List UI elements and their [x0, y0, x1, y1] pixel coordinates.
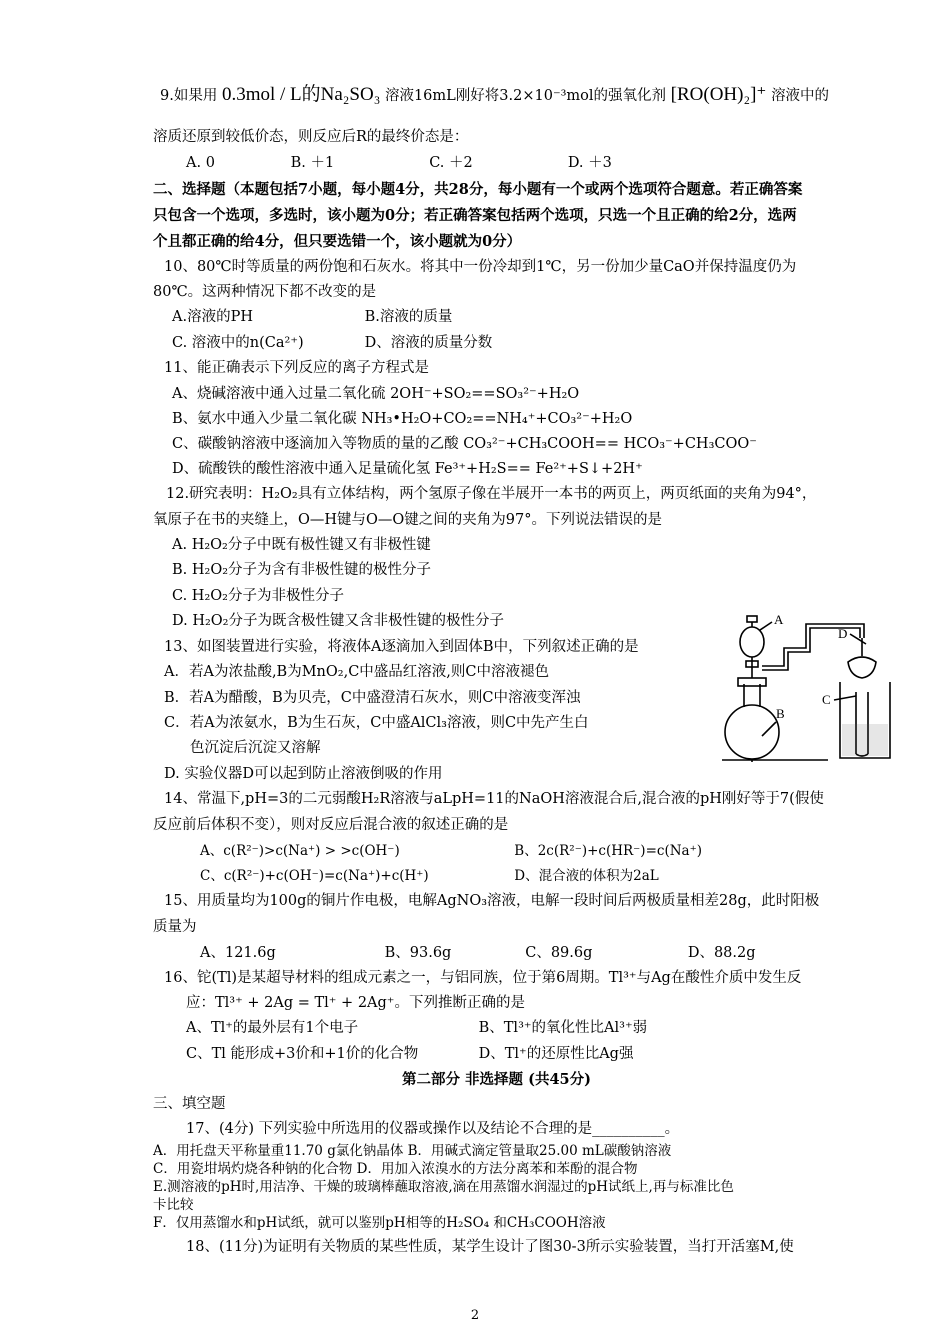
q10-line1: 10、80℃时等质量的两份饱和石灰水。将其中一份冷却到1℃，另一份加少量CaO并保持温度仍为 — [164, 259, 797, 275]
q15-options — [200, 945, 756, 962]
q16-option-c: C、Tl 能形成+3价和+1价的化合物 — [186, 1046, 419, 1062]
q15-line2: 质量为 — [153, 919, 197, 935]
q15-option-a: A、121.6g — [200, 945, 276, 961]
q15-option-d: D、88.2g — [687, 945, 756, 961]
q11-option-c: C、碳酸钠溶液中逐滴加入等物质的量的乙酸 CO₃²⁻+CH₃COOH== HCO₃⁻+CH₃COO⁻ — [172, 436, 757, 452]
q16-line2: 应：Tl³⁺ + 2Ag = Tl⁺ + 2Ag⁺。下列推断正确的是 — [186, 995, 525, 1011]
q16-options-row1 — [186, 1020, 647, 1037]
q9-reagent: 0.3mol / L的Na₂SO₃ — [221, 84, 381, 105]
q15-option-b: B、93.6g — [384, 945, 452, 961]
figure-label-b: B — [776, 706, 785, 721]
q12-option-d: D. H₂O₂分子为既含极性键又含非极性键的极性分子 — [172, 613, 504, 629]
q15-line1: 15、用质量均为100g的铜片作电极，电解AgNO₃溶液，电解一段时间后两极质量相差28g，此时阳极 — [164, 893, 820, 909]
q16-option-d: D、Tl⁺的还原性比Ag强 — [478, 1046, 634, 1062]
q9-option-a: A. 0 — [186, 155, 215, 171]
q14-option-b: B、2c(R²⁻)+c(HR⁻)=c(Na⁺) — [514, 843, 702, 859]
q9-option-b: B. ＋1 — [290, 155, 335, 171]
q9-suffix: 溶液中的 — [771, 88, 830, 104]
q12-line1: 12.研究表明：H₂O₂具有立体结构，两个氢原子像在半展开一本书的两页上，两页纸面的夹角为94°， — [166, 486, 817, 502]
q14-options-row1 — [200, 843, 702, 859]
q9-options — [186, 155, 612, 172]
q12-option-c: C. H₂O₂分子为非极性分子 — [172, 588, 344, 604]
q9-middle: 溶液16mL刚好将3.2×10⁻³mol的强氧化剂 — [384, 88, 667, 104]
q14-option-d: D、混合液的体积为2aL — [514, 868, 659, 884]
q14-option-a: A、c(R²⁻)>c(Na⁺) > >c(OH⁻) — [200, 843, 400, 859]
q16-option-a: A、Tl⁺的最外层有1个电子 — [186, 1020, 359, 1036]
q16-line1: 16、铊(Tl)是某超导材料的组成元素之一，与铝同族，位于第6周期。Tl³⁺与Ag在酸性介质中发生反 — [164, 970, 802, 986]
q12-option-a: A. H₂O₂分子中既有极性键又有非极性键 — [172, 537, 431, 553]
q9-line1 — [160, 84, 829, 107]
q17-option-e-line1: E.测溶液的pH时,用洁净、干燥的玻璃棒蘸取溶液,滴在用蒸馏水润湿过的pH试纸上,再与标准比色 — [153, 1179, 734, 1195]
q15-option-c: C、89.6g — [525, 945, 593, 961]
q13-option-c-line2: 色沉淀后沉淀又溶解 — [190, 740, 321, 756]
q18-line1: 18、(11分)为证明有关物质的某些性质，某学生设计了图30-3所示实验装置，当打开活塞M,使 — [186, 1239, 794, 1255]
q12-line2: 氧原子在书的夹缝上，O—H键与O—O键之间的夹角为97°。下列说法错误的是 — [153, 512, 663, 528]
section2-line2: 只包含一个选项，多选时，该小题为0分；若正确答案包括两个选项，只选一个且正确的给2分，选两 — [153, 207, 797, 224]
q17-option-e-line2: 卡比较 — [153, 1197, 194, 1213]
q9-line2: 溶质还原到较低价态，则反应后R的最终价态是： — [153, 129, 469, 145]
section3-heading: 三、填空题 — [153, 1096, 226, 1112]
q11-option-a: A、烧碱溶液中通入过量二氧化硫 2OH⁻+SO₂==SO₃²⁻+H₂O — [172, 386, 580, 402]
q17-option-f: F．仅用蒸馏水和pH试纸，就可以鉴别pH相等的H₂SO₄ 和CH₃COOH溶液 — [153, 1215, 606, 1231]
q10-option-c: C. 溶液中的n(Ca²⁺) — [172, 335, 304, 351]
part2-heading: 第二部分 非选择题 (共45分) — [402, 1071, 591, 1088]
apparatus-figure — [718, 604, 902, 764]
q16-options-row2 — [186, 1046, 633, 1063]
q13-option-a: A．若A为浓盐酸,B为MnO₂,C中盛品红溶液,则C中溶液褪色 — [164, 664, 549, 680]
q10-option-b: B.溶液的质量 — [364, 309, 453, 325]
q14-options-row2 — [200, 868, 659, 884]
figure-label-a: A — [774, 612, 784, 627]
q12-option-b: B. H₂O₂分子为含有非极性键的极性分子 — [172, 562, 432, 578]
q10-option-d: D、溶液的质量分数 — [364, 335, 493, 351]
q9-option-d: D. ＋3 — [567, 155, 612, 171]
section2-line3: 个且都正确的给4分，但只要选错一个，该小题就为0分） — [153, 233, 522, 250]
q17-stem: 17、(4分) 下列实验中所选用的仪器或操作以及结论不合理的是__________。 — [186, 1121, 680, 1137]
q11-option-b: B、氨水中通入少量二氧化碳 NH₃•H₂O+CO₂==NH₄⁺+CO₃²⁻+H₂O — [172, 411, 633, 427]
q11-option-d: D、硫酸铁的酸性溶液中通入足量硫化氢 Fe³⁺+H₂S== Fe²⁺+S↓+2H⁺ — [172, 461, 643, 477]
q10-options-row2 — [172, 335, 492, 352]
q14-line2: 反应前后体积不变），则对反应后混合液的叙述正确的是 — [153, 817, 509, 833]
q9-prefix: 9.如果用 — [160, 88, 218, 104]
q9-option-c: C. ＋2 — [429, 155, 473, 171]
q17-options-ab: A．用托盘天平称量重11.70 g氯化钠晶体 B．用碱式滴定管量取25.00 mL碳酸钠溶液 — [153, 1143, 672, 1159]
q13-option-b: B．若A为醋酸，B为贝壳，C中盛澄清石灰水，则C中溶液变浑浊 — [164, 690, 581, 706]
figure-label-d: D — [838, 626, 848, 641]
q10-line2: 80℃。这两种情况下都不改变的是 — [153, 284, 377, 300]
q9-oxidant: [RO(OH)₂]⁺ — [670, 84, 767, 105]
q10-options-row1 — [172, 309, 452, 326]
q13-stem: 13、如图装置进行实验，将液体A逐滴加入到固体B中，下列叙述正确的是 — [164, 639, 639, 655]
q10-option-a: A.溶液的PH — [172, 309, 253, 325]
page-number: 2 — [470, 1308, 480, 1323]
q14-option-c: C、c(R²⁻)+c(OH⁻)=c(Na⁺)+c(H⁺) — [200, 868, 429, 884]
q13-option-d: D. 实验仪器D可以起到防止溶液倒吸的作用 — [164, 766, 443, 782]
q14-line1: 14、常温下,pH=3的二元弱酸H₂R溶液与aLpH=11的NaOH溶液混合后,混合液的pH刚好等于7(假使 — [164, 791, 824, 807]
q17-options-cd: C．用瓷坩埚灼烧各种钠的化合物 D．用加入浓溴水的方法分离苯和苯酚的混合物 — [153, 1161, 638, 1177]
q13-option-c-line1: C．若A为浓氨水，B为生石灰，C中盛AlCl₃溶液，则C中先产生白 — [164, 715, 589, 731]
q11-stem: 11、能正确表示下列反应的离子方程式是 — [164, 360, 429, 376]
section2-line1: 二、选择题（本题包括7小题，每小题4分，共28分，每小题有一个或两个选项符合题意。若正确答案 — [153, 181, 803, 198]
q16-option-b: B、Tl³⁺的氧化性比Al³⁺弱 — [478, 1020, 648, 1036]
figure-label-c: C — [822, 692, 831, 707]
